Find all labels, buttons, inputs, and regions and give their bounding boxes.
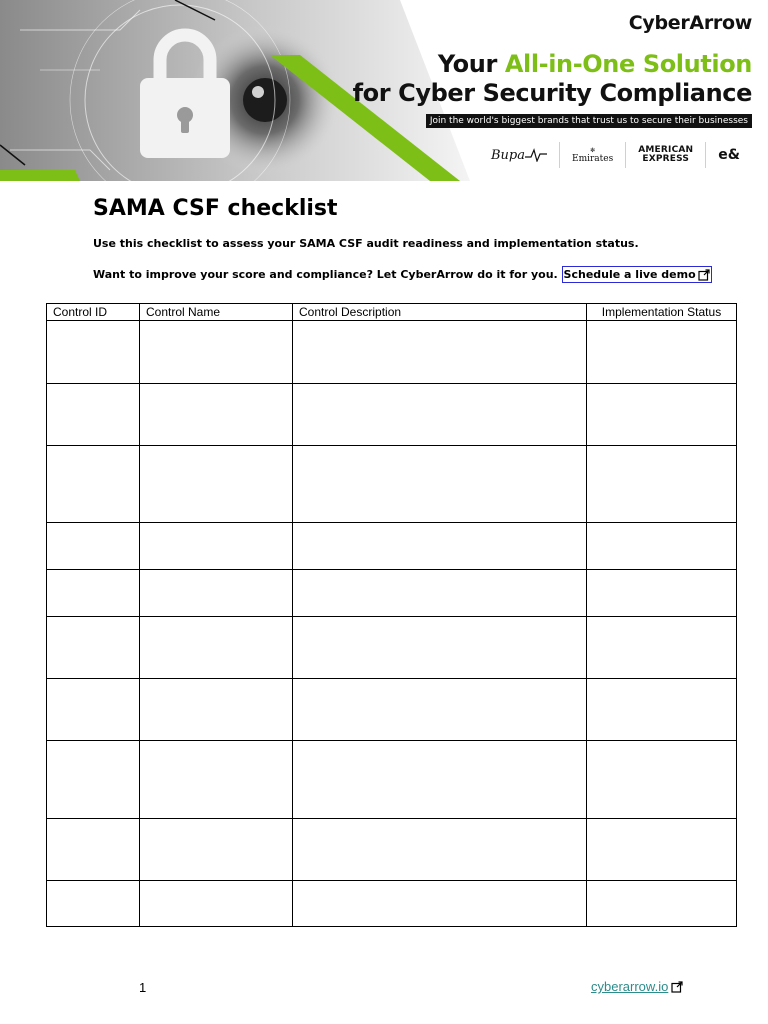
website-link[interactable]: [591, 979, 683, 994]
table-cell[interactable]: [293, 570, 587, 617]
table-cell[interactable]: [293, 321, 587, 384]
table-cell[interactable]: [587, 384, 737, 446]
page-title: SAMA CSF checklist: [93, 196, 338, 221]
american-express-logo: [625, 142, 705, 168]
table-cell[interactable]: [47, 446, 140, 523]
bupa-logo: [479, 142, 559, 168]
client-logos: [479, 140, 752, 170]
table-cell[interactable]: [140, 881, 293, 927]
website-link-label: cyberarrow.io: [591, 979, 669, 994]
table-row: [47, 881, 737, 927]
emirates-logo: [559, 142, 625, 168]
table-cell[interactable]: [293, 523, 587, 570]
cta-paragraph: [93, 266, 712, 283]
table-cell[interactable]: [587, 570, 737, 617]
table-cell[interactable]: [587, 679, 737, 741]
page-number: 1: [139, 980, 147, 995]
emirates-emblem-icon: ✻: [590, 147, 596, 154]
table-row: [47, 679, 737, 741]
table-row: [47, 523, 737, 570]
schedule-demo-link[interactable]: [562, 266, 712, 283]
table-cell[interactable]: [47, 321, 140, 384]
header-implementation-status: Implementation Status: [587, 304, 737, 321]
table-row: [47, 819, 737, 881]
table-cell[interactable]: [293, 617, 587, 679]
heartbeat-icon: [525, 148, 547, 162]
table-cell[interactable]: [140, 523, 293, 570]
table-cell[interactable]: [293, 741, 587, 819]
header-control-id: Control ID: [47, 304, 140, 321]
table-cell[interactable]: [587, 617, 737, 679]
table-cell[interactable]: [47, 617, 140, 679]
emirates-logo-text: Emirates: [572, 154, 614, 164]
table-row: [47, 446, 737, 523]
table-cell[interactable]: [47, 679, 140, 741]
external-link-icon: [671, 981, 683, 993]
table-cell[interactable]: [587, 446, 737, 523]
table-cell[interactable]: [47, 384, 140, 446]
header-control-name: Control Name: [140, 304, 293, 321]
table-cell[interactable]: [47, 741, 140, 819]
table-cell[interactable]: [47, 570, 140, 617]
table-cell[interactable]: [140, 570, 293, 617]
table-cell[interactable]: [140, 321, 293, 384]
cyberarrow-logo: CyberArrow: [628, 12, 752, 34]
table-header-row: [47, 304, 737, 321]
table-cell[interactable]: [47, 881, 140, 927]
cta-text: Want to improve your score and compliance? Let CyberArrow do it for you.: [93, 268, 562, 281]
header-control-description: Control Description: [293, 304, 587, 321]
table-cell[interactable]: [587, 523, 737, 570]
table-cell[interactable]: [140, 617, 293, 679]
table-cell[interactable]: [293, 679, 587, 741]
headline-accent: All-in-One Solution: [504, 50, 752, 78]
table-row: [47, 384, 737, 446]
table-cell[interactable]: [47, 819, 140, 881]
table-cell[interactable]: [587, 741, 737, 819]
table-cell[interactable]: [140, 446, 293, 523]
bupa-logo-text: Bupa: [491, 147, 525, 163]
promo-banner: [0, 0, 768, 181]
headline-prefix: Your: [437, 50, 505, 78]
table-cell[interactable]: [587, 819, 737, 881]
table-row: [47, 617, 737, 679]
table-cell[interactable]: [587, 881, 737, 927]
table-cell[interactable]: [293, 446, 587, 523]
banner-headline: [353, 50, 752, 108]
amex-line2: EXPRESS: [642, 154, 690, 164]
table-cell[interactable]: [293, 819, 587, 881]
headline-line2: for Cyber Security Compliance: [352, 79, 752, 107]
eand-logo: [705, 142, 752, 168]
amex-line1: AMERICAN: [638, 145, 694, 155]
banner-tagline: Join the world's biggest brands that trust us to secure their businesses: [426, 114, 752, 128]
table-cell[interactable]: [587, 321, 737, 384]
checklist-table: [46, 303, 737, 927]
table-cell[interactable]: [293, 881, 587, 927]
table-row: [47, 321, 737, 384]
eand-logo-text: e&: [718, 147, 740, 163]
table-row: [47, 570, 737, 617]
table-cell[interactable]: [140, 679, 293, 741]
table-cell[interactable]: [293, 384, 587, 446]
table-cell[interactable]: [140, 741, 293, 819]
table-cell[interactable]: [47, 523, 140, 570]
table-row: [47, 741, 737, 819]
schedule-demo-label: Schedule a live demo: [563, 268, 696, 281]
table-cell[interactable]: [140, 384, 293, 446]
intro-text: Use this checklist to assess your SAMA CSF audit readiness and implementation status.: [93, 237, 639, 250]
table-cell[interactable]: [140, 819, 293, 881]
external-link-icon: [698, 269, 710, 281]
